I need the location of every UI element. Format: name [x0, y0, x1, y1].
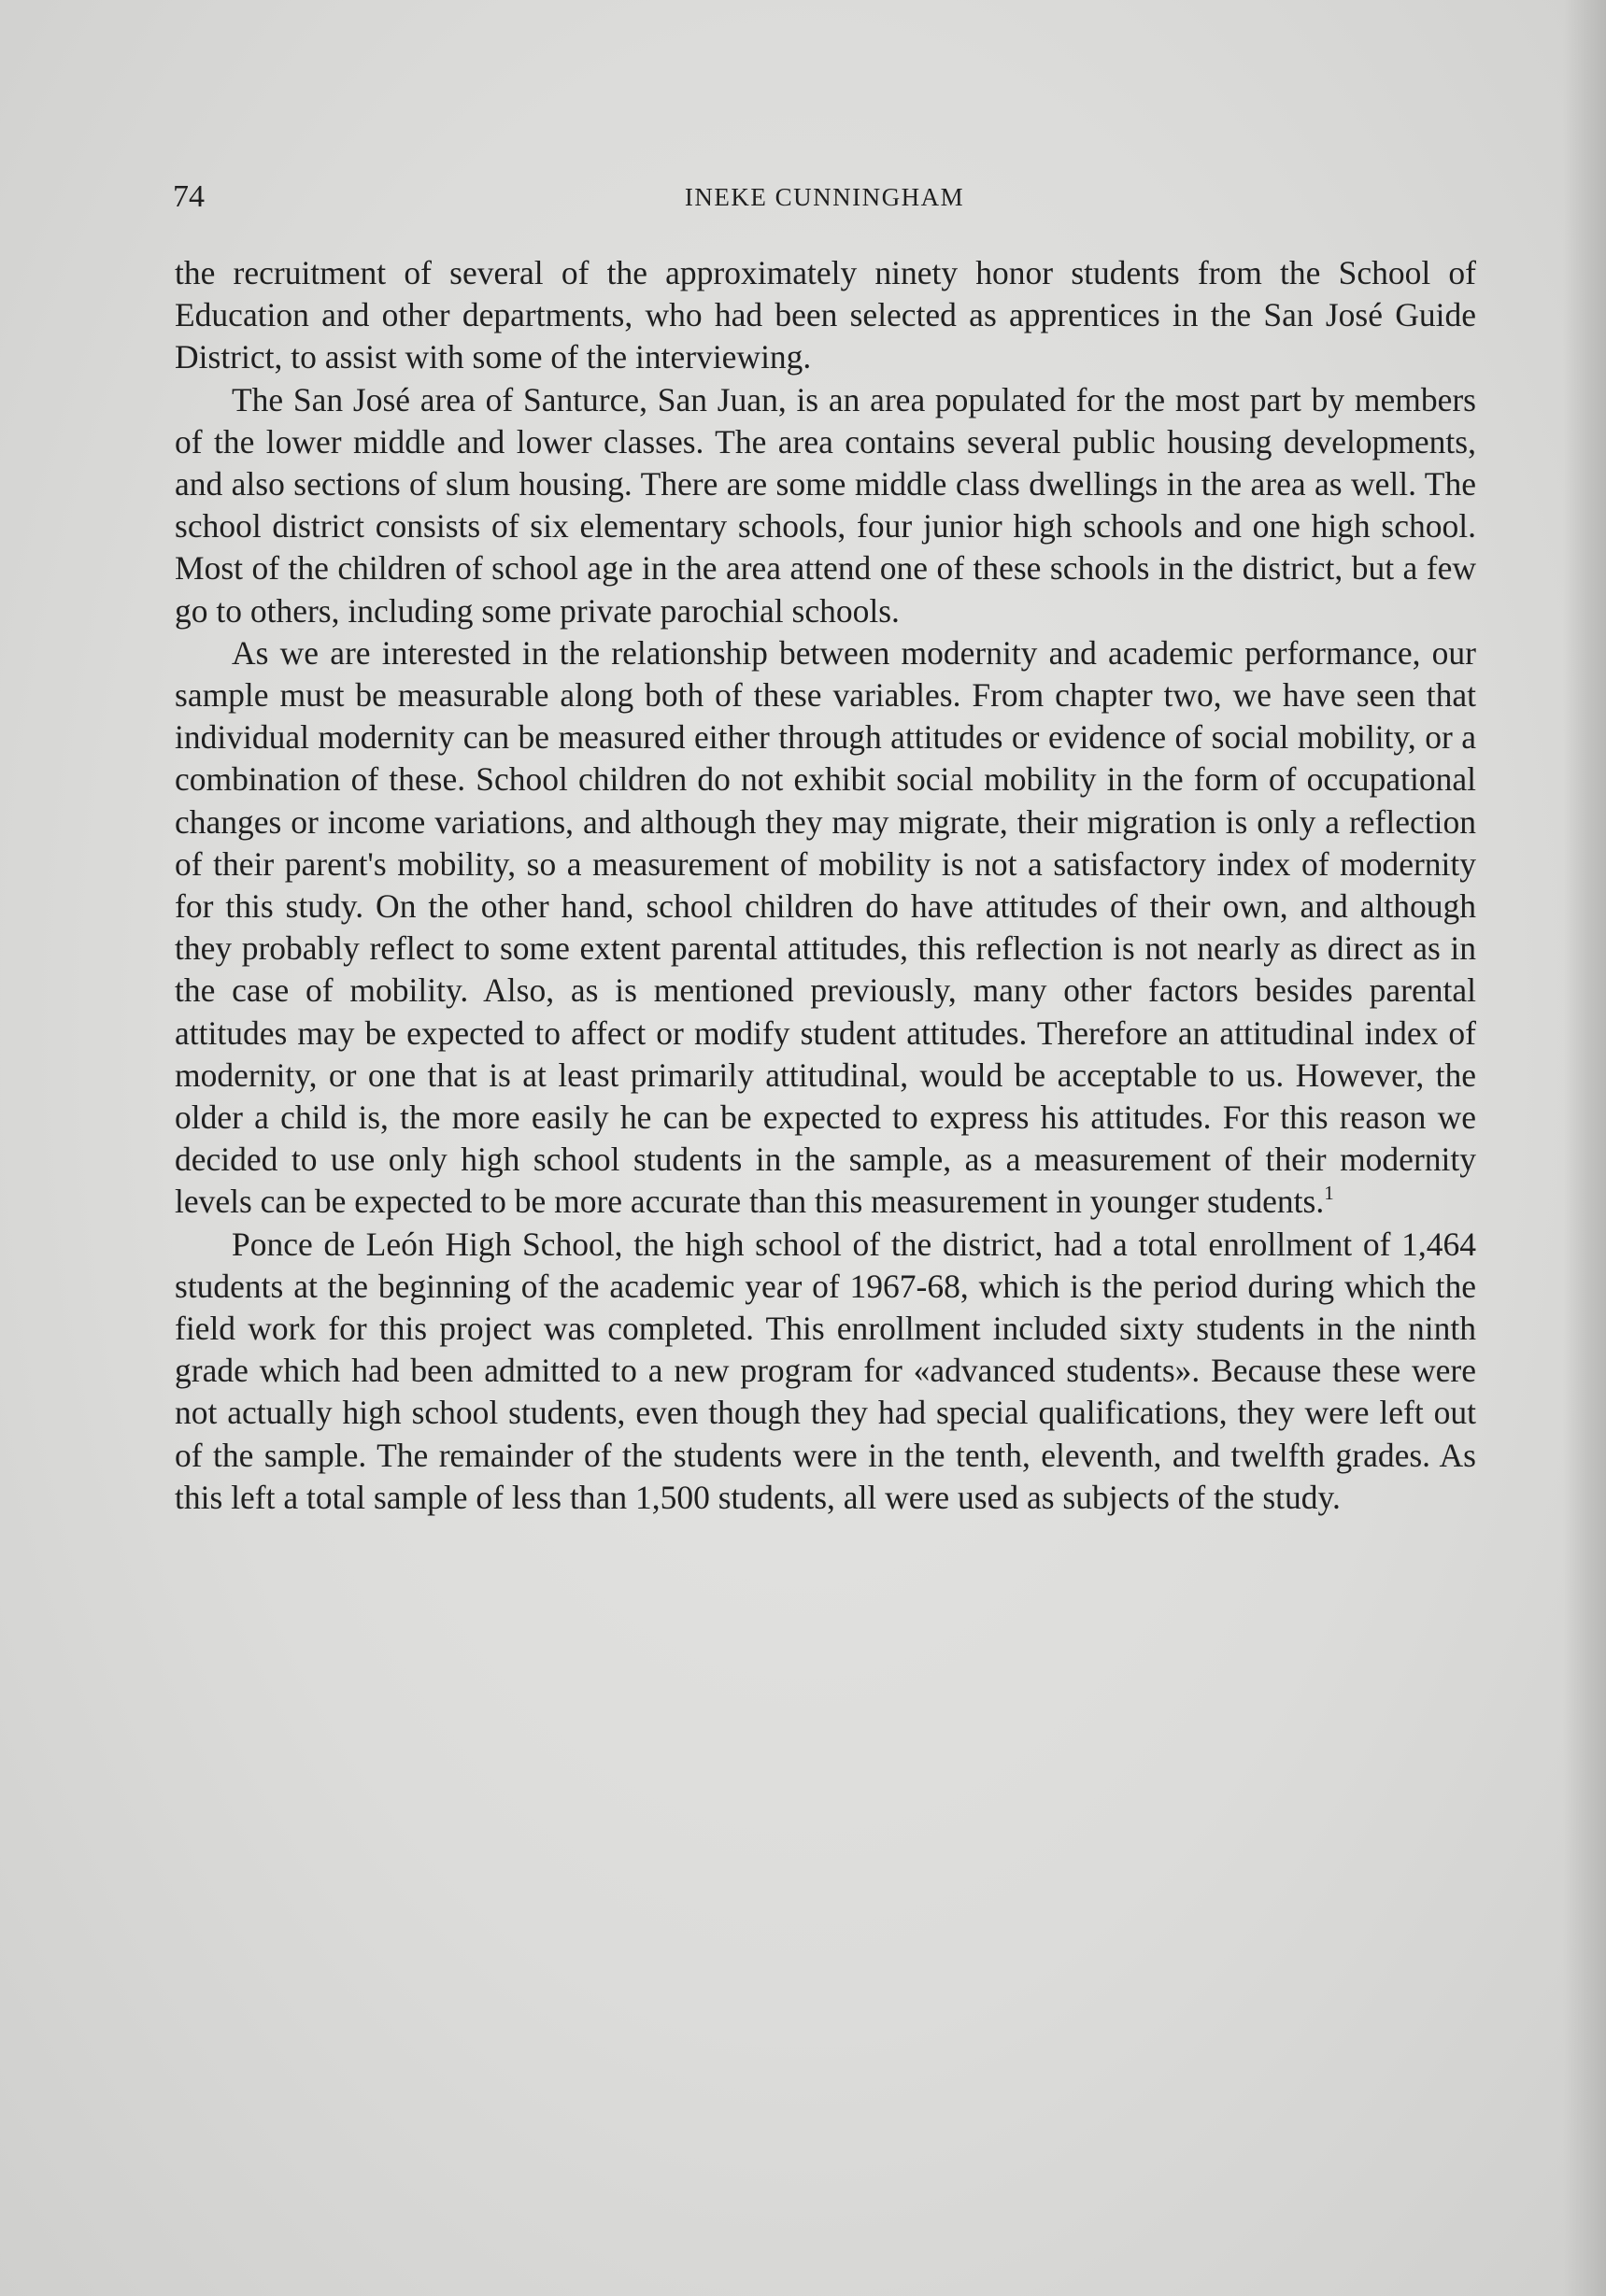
- paragraph-modernity-sample: [175, 632, 1476, 1224]
- footnote-reference: 1: [1324, 1182, 1334, 1205]
- paragraph-text: Ponce de León High School, the high school of the district, had a total enrollment of 1,464 students at the beginning of the academic year of 1967-68, which is the period during which the field work for this project was completed. This enrollment included sixty students in the ninth grade which had been admitted to a new program for «advanced students». Because these were not actually high school students, even though they had special qualifications, they were left out of the sample. The remainder of the students were in the tenth, eleventh, and twelfth grades. As this left a total sample of less than 1,500 students, all were used as subjects of the study.: [175, 1225, 1476, 1516]
- paragraph-san-jose-area: [175, 379, 1476, 632]
- page-number: 74: [173, 179, 205, 214]
- paragraph-ponce-de-leon: [175, 1224, 1476, 1519]
- body-text: [175, 252, 1476, 1519]
- running-title: INEKE CUNNINGHAM: [684, 183, 965, 211]
- running-head: [173, 174, 1476, 220]
- paragraph-continuation: [175, 252, 1476, 379]
- paragraph-text: The San José area of Santurce, San Juan, is an area populated for the most part by members of the lower middle and lower classes. The area contains several public housing developments, and also sections of slum housing. There are some middle class dwellings in the area as well. The school district consists of six elementary schools, four junior high schools and one high school. Most of the children of school age in the area attend one of these schools in the district, but a few go to others, including some private parochial schools.: [175, 380, 1476, 630]
- paragraph-text: As we are interested in the relationship between modernity and academic performance, our sample must be measurable along both of these variables. From chapter two, we have seen that individual modernity can be measured either through attitudes or evidence of social mobility, or a combination of these. School children do not exhibit social mobility in the form of occupational changes or income variations, and although they may migrate, their migration is only a reflection of their parent's mobility, so a measurement of mobility is not a satisfactory index of modernity for this study. On the other hand, school children do have attitudes of their own, and although they probably reflect to some extent parental attitudes, this reflection is not nearly as direct as in the case of mobility. Also, as is mentioned previously, many other factors besides parental attitudes may be expected to affect or modify student attitudes. Therefore an attitudinal index of modernity, or one that is at least primarily attitudinal, would be acceptable to us. However, the older a child is, the more easily he can be expected to express his attitudes. For this reason we decided to use only high school students in the sample, as a measurement of their modernity levels can be expected to be more accurate than this measurement in younger students.: [175, 633, 1476, 1221]
- paragraph-text: the recruitment of several of the approximately ninety honor students from the School of Education and other departments, who had been selected as apprentices in the San José Guide District, to assist with some of the interviewing.: [175, 254, 1476, 376]
